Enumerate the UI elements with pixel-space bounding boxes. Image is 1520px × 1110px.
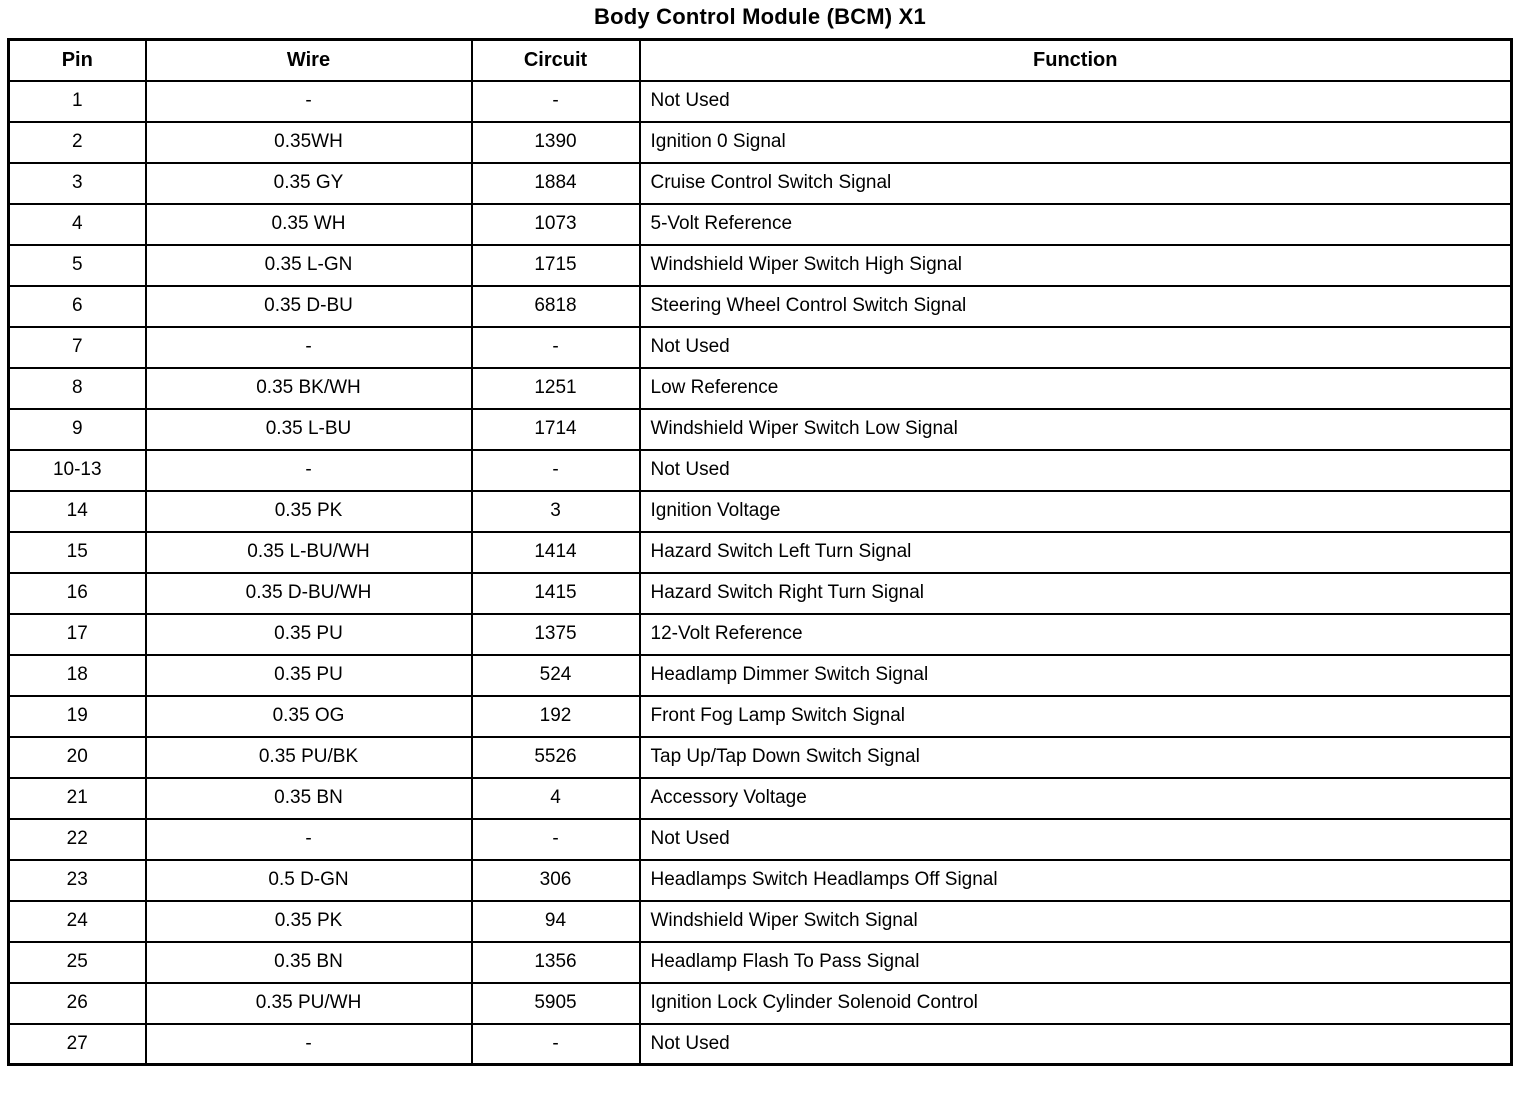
function-cell: Not Used xyxy=(640,819,1512,860)
table-row xyxy=(9,737,1512,778)
table-body xyxy=(9,81,1512,1065)
circuit-cell: 1390 xyxy=(472,122,640,163)
pin-cell: 4 xyxy=(9,204,146,245)
column-header-wire: Wire xyxy=(146,40,472,81)
table-row xyxy=(9,1024,1512,1065)
pin-cell: 5 xyxy=(9,245,146,286)
circuit-cell: 4 xyxy=(472,778,640,819)
table-row xyxy=(9,942,1512,983)
wire-cell: - xyxy=(146,327,472,368)
function-cell: Ignition 0 Signal xyxy=(640,122,1512,163)
wire-cell: - xyxy=(146,81,472,122)
function-cell: Windshield Wiper Switch High Signal xyxy=(640,245,1512,286)
function-cell: Headlamp Flash To Pass Signal xyxy=(640,942,1512,983)
function-cell: Not Used xyxy=(640,450,1512,491)
pin-cell: 22 xyxy=(9,819,146,860)
pin-cell: 25 xyxy=(9,942,146,983)
pin-cell: 15 xyxy=(9,532,146,573)
table-row xyxy=(9,204,1512,245)
pin-cell: 27 xyxy=(9,1024,146,1065)
circuit-cell: 1356 xyxy=(472,942,640,983)
pin-cell: 26 xyxy=(9,983,146,1024)
circuit-cell: 1414 xyxy=(472,532,640,573)
wire-cell: 0.35 PK xyxy=(146,491,472,532)
function-cell: Not Used xyxy=(640,1024,1512,1065)
wire-cell: 0.35 L-GN xyxy=(146,245,472,286)
table-row xyxy=(9,901,1512,942)
circuit-cell: 306 xyxy=(472,860,640,901)
table-row xyxy=(9,327,1512,368)
circuit-cell: 5526 xyxy=(472,737,640,778)
pin-cell: 19 xyxy=(9,696,146,737)
table-row xyxy=(9,450,1512,491)
circuit-cell: 1884 xyxy=(472,163,640,204)
pin-cell: 20 xyxy=(9,737,146,778)
column-header-circuit: Circuit xyxy=(472,40,640,81)
pin-cell: 16 xyxy=(9,573,146,614)
table-row xyxy=(9,409,1512,450)
pin-cell: 18 xyxy=(9,655,146,696)
table-row xyxy=(9,778,1512,819)
pin-cell: 10-13 xyxy=(9,450,146,491)
wire-cell: 0.35 OG xyxy=(146,696,472,737)
circuit-cell: 1715 xyxy=(472,245,640,286)
table-row xyxy=(9,245,1512,286)
pin-cell: 8 xyxy=(9,368,146,409)
circuit-cell: - xyxy=(472,327,640,368)
wire-cell: - xyxy=(146,1024,472,1065)
function-cell: Front Fog Lamp Switch Signal xyxy=(640,696,1512,737)
function-cell: Cruise Control Switch Signal xyxy=(640,163,1512,204)
wire-cell: 0.35 PU/WH xyxy=(146,983,472,1024)
circuit-cell: - xyxy=(472,1024,640,1065)
circuit-cell: 3 xyxy=(472,491,640,532)
circuit-cell: 192 xyxy=(472,696,640,737)
table-row xyxy=(9,491,1512,532)
circuit-cell: 1375 xyxy=(472,614,640,655)
table-row xyxy=(9,655,1512,696)
function-cell: 12-Volt Reference xyxy=(640,614,1512,655)
circuit-cell: - xyxy=(472,81,640,122)
circuit-cell: 1251 xyxy=(472,368,640,409)
function-cell: 5-Volt Reference xyxy=(640,204,1512,245)
bcm-pinout-table xyxy=(7,38,1513,1066)
pin-cell: 1 xyxy=(9,81,146,122)
wire-cell: 0.35 BN xyxy=(146,942,472,983)
function-cell: Tap Up/Tap Down Switch Signal xyxy=(640,737,1512,778)
function-cell: Steering Wheel Control Switch Signal xyxy=(640,286,1512,327)
wire-cell: 0.35 BK/WH xyxy=(146,368,472,409)
table-row xyxy=(9,819,1512,860)
circuit-cell: 524 xyxy=(472,655,640,696)
table-row xyxy=(9,696,1512,737)
function-cell: Accessory Voltage xyxy=(640,778,1512,819)
wire-cell: 0.35 GY xyxy=(146,163,472,204)
function-cell: Low Reference xyxy=(640,368,1512,409)
circuit-cell: 1073 xyxy=(472,204,640,245)
pin-cell: 24 xyxy=(9,901,146,942)
column-header-function: Function xyxy=(640,40,1512,81)
function-cell: Headlamp Dimmer Switch Signal xyxy=(640,655,1512,696)
circuit-cell: 94 xyxy=(472,901,640,942)
wire-cell: 0.35WH xyxy=(146,122,472,163)
pin-cell: 2 xyxy=(9,122,146,163)
pin-cell: 14 xyxy=(9,491,146,532)
wire-cell: 0.35 PK xyxy=(146,901,472,942)
wire-cell: 0.35 BN xyxy=(146,778,472,819)
function-cell: Ignition Lock Cylinder Solenoid Control xyxy=(640,983,1512,1024)
page-title: Body Control Module (BCM) X1 xyxy=(594,4,926,29)
function-cell: Headlamps Switch Headlamps Off Signal xyxy=(640,860,1512,901)
wire-cell: - xyxy=(146,450,472,491)
table-row xyxy=(9,368,1512,409)
pin-cell: 23 xyxy=(9,860,146,901)
table-row xyxy=(9,614,1512,655)
wire-cell: 0.35 L-BU/WH xyxy=(146,532,472,573)
wire-cell: 0.35 WH xyxy=(146,204,472,245)
table-row xyxy=(9,860,1512,901)
pin-cell: 9 xyxy=(9,409,146,450)
function-cell: Windshield Wiper Switch Signal xyxy=(640,901,1512,942)
function-cell: Ignition Voltage xyxy=(640,491,1512,532)
wire-cell: - xyxy=(146,819,472,860)
circuit-cell: 5905 xyxy=(472,983,640,1024)
table-row xyxy=(9,163,1512,204)
header-row xyxy=(9,40,1512,81)
table-row xyxy=(9,532,1512,573)
function-cell: Not Used xyxy=(640,81,1512,122)
circuit-cell: 1415 xyxy=(472,573,640,614)
circuit-cell: 6818 xyxy=(472,286,640,327)
function-cell: Hazard Switch Right Turn Signal xyxy=(640,573,1512,614)
wire-cell: 0.35 PU xyxy=(146,655,472,696)
wire-cell: 0.5 D-GN xyxy=(146,860,472,901)
circuit-cell: 1714 xyxy=(472,409,640,450)
pin-cell: 3 xyxy=(9,163,146,204)
function-cell: Hazard Switch Left Turn Signal xyxy=(640,532,1512,573)
column-header-pin: Pin xyxy=(9,40,146,81)
pin-cell: 6 xyxy=(9,286,146,327)
circuit-cell: - xyxy=(472,450,640,491)
table-row xyxy=(9,81,1512,122)
table-row xyxy=(9,286,1512,327)
wire-cell: 0.35 D-BU xyxy=(146,286,472,327)
wire-cell: 0.35 L-BU xyxy=(146,409,472,450)
table-row xyxy=(9,122,1512,163)
wire-cell: 0.35 PU xyxy=(146,614,472,655)
wire-cell: 0.35 PU/BK xyxy=(146,737,472,778)
circuit-cell: - xyxy=(472,819,640,860)
pin-cell: 17 xyxy=(9,614,146,655)
function-cell: Windshield Wiper Switch Low Signal xyxy=(640,409,1512,450)
pin-cell: 7 xyxy=(9,327,146,368)
pin-cell: 21 xyxy=(9,778,146,819)
table-row xyxy=(9,573,1512,614)
function-cell: Not Used xyxy=(640,327,1512,368)
wire-cell: 0.35 D-BU/WH xyxy=(146,573,472,614)
table-row xyxy=(9,983,1512,1024)
